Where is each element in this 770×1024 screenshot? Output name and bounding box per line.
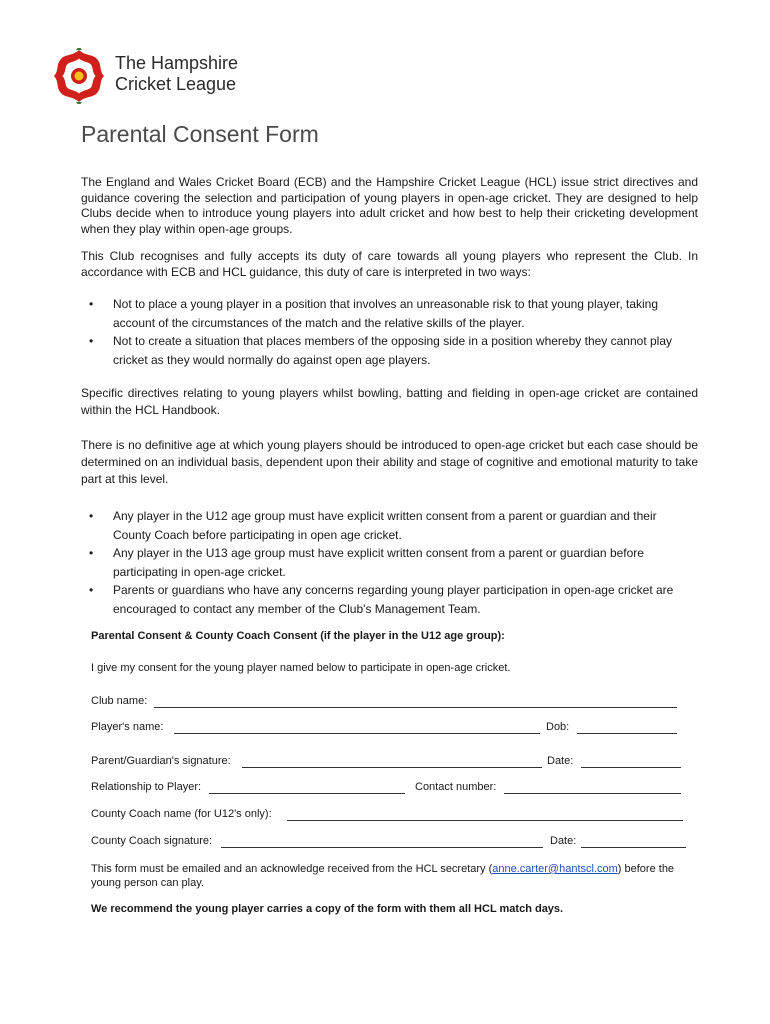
list-item: • Any player in the U12 age group must have explicit written consent from a parent or guardian and their County Coach before participating in open age cricket. xyxy=(81,507,691,544)
coach-name-field[interactable] xyxy=(287,820,683,821)
duty-bullet-list xyxy=(81,295,691,369)
signature-row xyxy=(91,755,686,771)
date-label: Date: xyxy=(547,755,574,767)
duty-of-care-paragraph: This Club recognises and fully accepts its duty of care towards all young players who represent the Club. In accordance with ECB and HCL guidance, this duty of care is interpreted in two ways: xyxy=(81,249,698,279)
recommendation-text: We recommend the young player carries a copy of the form with them all HCL match days. xyxy=(91,903,564,915)
club-name-row xyxy=(91,695,686,711)
guardian-signature-label: Parent/Guardian's signature: xyxy=(91,755,231,767)
list-item: • Parents or guardians who have any concerns regarding young player participation in open-age cricket are encouraged to contact any member of the Club's Management Team. xyxy=(81,581,691,618)
tudor-rose-icon xyxy=(54,48,104,104)
note-text: This form must be emailed and an acknowledge received from the HCL secretary ( xyxy=(91,863,493,875)
player-name-field[interactable] xyxy=(174,733,540,734)
coach-name-row xyxy=(91,808,686,824)
coach-signature-label: County Coach signature: xyxy=(91,835,213,847)
contact-number-label: Contact number: xyxy=(415,781,497,793)
organisation-name-line2: Cricket League xyxy=(115,74,237,94)
contact-number-field[interactable] xyxy=(504,793,681,794)
age-bullet-list xyxy=(81,507,691,618)
submission-note xyxy=(91,862,696,890)
intro-paragraph: The England and Wales Cricket Board (ECB) and the Hampshire Cricket League (HCL) issue strict directives and guidance covering the selection and participation of young players in open-age cricket. They are designed to help Clubs decide when to introduce young players into adult cricket and how best to help their cricketing development when they play within open-age groups. xyxy=(81,175,698,236)
player-name-row xyxy=(91,721,686,737)
coach-signature-row xyxy=(91,835,686,851)
date-field[interactable] xyxy=(581,847,686,848)
coach-name-label: County Coach name (for U12's only): xyxy=(91,808,272,820)
list-item: • Not to place a young player in a position that involves an unreasonable risk to that young player, taking account of the circumstances of the match and the relative skills of the player. xyxy=(81,295,691,332)
relationship-row xyxy=(91,781,686,797)
consent-statement: I give my consent for the young player named below to participate in open-age cricket. xyxy=(91,662,511,674)
date-field[interactable] xyxy=(581,767,681,768)
organisation-name-line1: The Hampshire xyxy=(115,53,239,73)
guardian-signature-field[interactable] xyxy=(242,767,542,768)
dob-field[interactable] xyxy=(577,733,677,734)
dob-label: Dob: xyxy=(546,721,570,733)
list-item: • Not to create a situation that places members of the opposing side in a position whereby they cannot play cricket as they would normally do against open age players. xyxy=(81,332,691,369)
relationship-label: Relationship to Player: xyxy=(91,781,202,793)
organisation-name xyxy=(115,53,238,95)
club-name-label: Club name: xyxy=(91,695,148,707)
relationship-field[interactable] xyxy=(209,793,405,794)
directives-paragraph: Specific directives relating to young players whilst bowling, batting and fielding in open-age cricket are contained within the HCL Handbook. xyxy=(81,386,698,417)
age-paragraph: There is no definitive age at which young players should be introduced to open-age cricket but each case should be determined on an individual basis, dependent upon their ability and stage of cognitive and emotional maturity to take part at this level. xyxy=(81,438,698,486)
page-title: Parental Consent Form xyxy=(81,121,319,147)
consent-heading: Parental Consent & County Coach Consent (if the player in the U12 age group): xyxy=(91,630,505,642)
list-item: • Any player in the U13 age group must have explicit written consent from a parent or guardian before participating in open-age cricket. xyxy=(81,544,691,581)
player-name-label: Player's name: xyxy=(91,721,164,733)
club-name-field[interactable] xyxy=(154,707,677,708)
note-text: ) before the young person can play. xyxy=(91,863,675,889)
secretary-email-link[interactable]: anne.carter@hantscl.com xyxy=(492,863,618,875)
coach-signature-field[interactable] xyxy=(221,847,543,848)
date-label: Date: xyxy=(550,835,577,847)
